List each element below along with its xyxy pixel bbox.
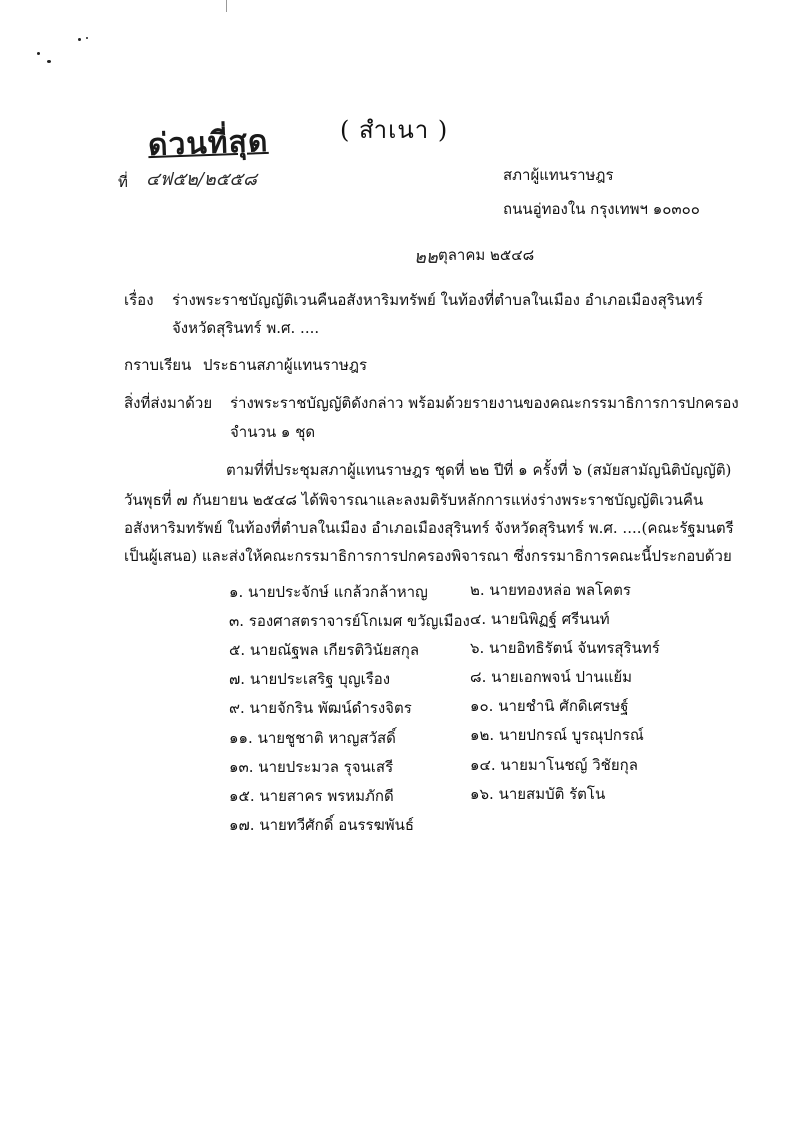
committee-member: ๙. นายจักริน พัฒน์ดำรงจิตร: [229, 699, 412, 717]
subject-line-2: จังหวัดสุรินทร์ พ.ศ. ....: [172, 319, 320, 337]
subject-label: เรื่อง: [124, 291, 154, 309]
date-handwritten-day: ๒๒: [414, 247, 438, 268]
sender-address: ถนนอู่ทองใน กรุงเทพฯ ๑๐๓๐๐: [503, 200, 700, 218]
committee-member: ๘. นายเอกพจน์ ปานแย้ม: [470, 668, 633, 686]
committee-member: ๒. นายทองหล่อ พลโคตร: [470, 581, 631, 599]
scan-speck: [47, 60, 51, 63]
committee-member: ๑๒. นายปกรณ์ บูรณุปกรณ์: [470, 726, 644, 744]
copy-mark: ( สำเนา ): [340, 116, 449, 144]
scan-edge-mark: [226, 0, 227, 12]
sender-organization: สภาผู้แทนราษฎร: [503, 166, 614, 184]
committee-member: ๓. รองศาสตราจารย์โกเมศ ขวัญเมือง: [229, 612, 470, 630]
enclosure-count: จำนวน ๑ ชุด: [230, 423, 316, 441]
subject-line-1: ร่างพระราชบัญญัติเวนคืนอสังหาริมทรัพย์ ในท้องที่ตำบลในเมือง อำเภอเมืองสุรินทร์: [172, 291, 703, 309]
committee-member: ๑๑. นายชูชาติ หาญสวัสดิ์: [229, 729, 396, 747]
enclosure-description: ร่างพระราชบัญญัติดังกล่าว พร้อมด้วยรายงานของคณะกรรมาธิการการปกครอง: [230, 394, 739, 412]
body-paragraph-line: เป็นผู้เสนอ) และส่งให้คณะกรรมาธิการการปกครองพิจารณา ซึ่งกรรมาธิการคณะนี้ประกอบด้วย: [124, 547, 732, 565]
committee-member: ๗. นายประเสริฐ บุญเรือง: [229, 670, 391, 688]
addressee-label: กราบเรียน: [124, 356, 192, 374]
committee-member: ๑๗. นายทวีศักดิ์ อนรรฆพันธ์: [229, 816, 415, 834]
committee-member: ๑๕. นายสาคร พรหมภักดี: [229, 787, 394, 805]
urgency-stamp: ด่วนที่สุด: [147, 123, 269, 164]
scan-speck: [86, 37, 88, 39]
committee-member: ๑๖. นายสมบัติ รัตโน: [470, 785, 606, 803]
committee-member: ๑๔. นายมาโนชญ์ วิชัยกุล: [470, 756, 638, 774]
committee-member: ๑๓. นายประมวล รุจนเสรี: [229, 758, 394, 776]
enclosure-label: สิ่งที่ส่งมาด้วย: [124, 394, 213, 412]
body-paragraph-line: ตามที่ที่ประชุมสภาผู้แทนราษฎร ชุดที่ ๒๒ ปีที่ ๑ ครั้งที่ ๖ (สมัยสามัญนิติบัญญัติ): [226, 461, 732, 479]
doc-number-label: ที่: [118, 173, 128, 191]
body-paragraph-line: วันพุธที่ ๗ กันยายน ๒๕๔๘ ได้พิจารณาและลงมติรับหลักการแห่งร่างพระราชบัญญัติเวนคืน: [124, 491, 704, 509]
scan-speck: [37, 52, 40, 55]
committee-member: ๔. นายนิพิฏฐ์ ศรีนนท์: [470, 610, 610, 628]
addressee: ประธานสภาผู้แทนราษฎร: [203, 356, 368, 374]
committee-member: ๑. นายประจักษ์ แกล้วกล้าหาญ: [229, 583, 428, 601]
committee-member: ๑๐. นายชำนิ ศักดิเศรษฐ์: [470, 697, 629, 715]
committee-member: ๖. นายอิทธิรัตน์ จันทรสุรินทร์: [470, 639, 660, 657]
scan-speck: [78, 38, 81, 41]
committee-member: ๕. นายณัฐพล เกียรติวินัยสกุล: [229, 641, 420, 659]
doc-number-handwritten: ๔ฟ๕๒/๒๕๕๘: [146, 169, 257, 190]
document-date: ตุลาคม ๒๕๔๘: [438, 246, 535, 264]
body-paragraph-line: อสังหาริมทรัพย์ ในท้องที่ตำบลในเมือง อำเภอเมืองสุรินทร์ จังหวัดสุรินทร์ พ.ศ. ....(คณะรัฐมนตรี: [124, 519, 734, 537]
